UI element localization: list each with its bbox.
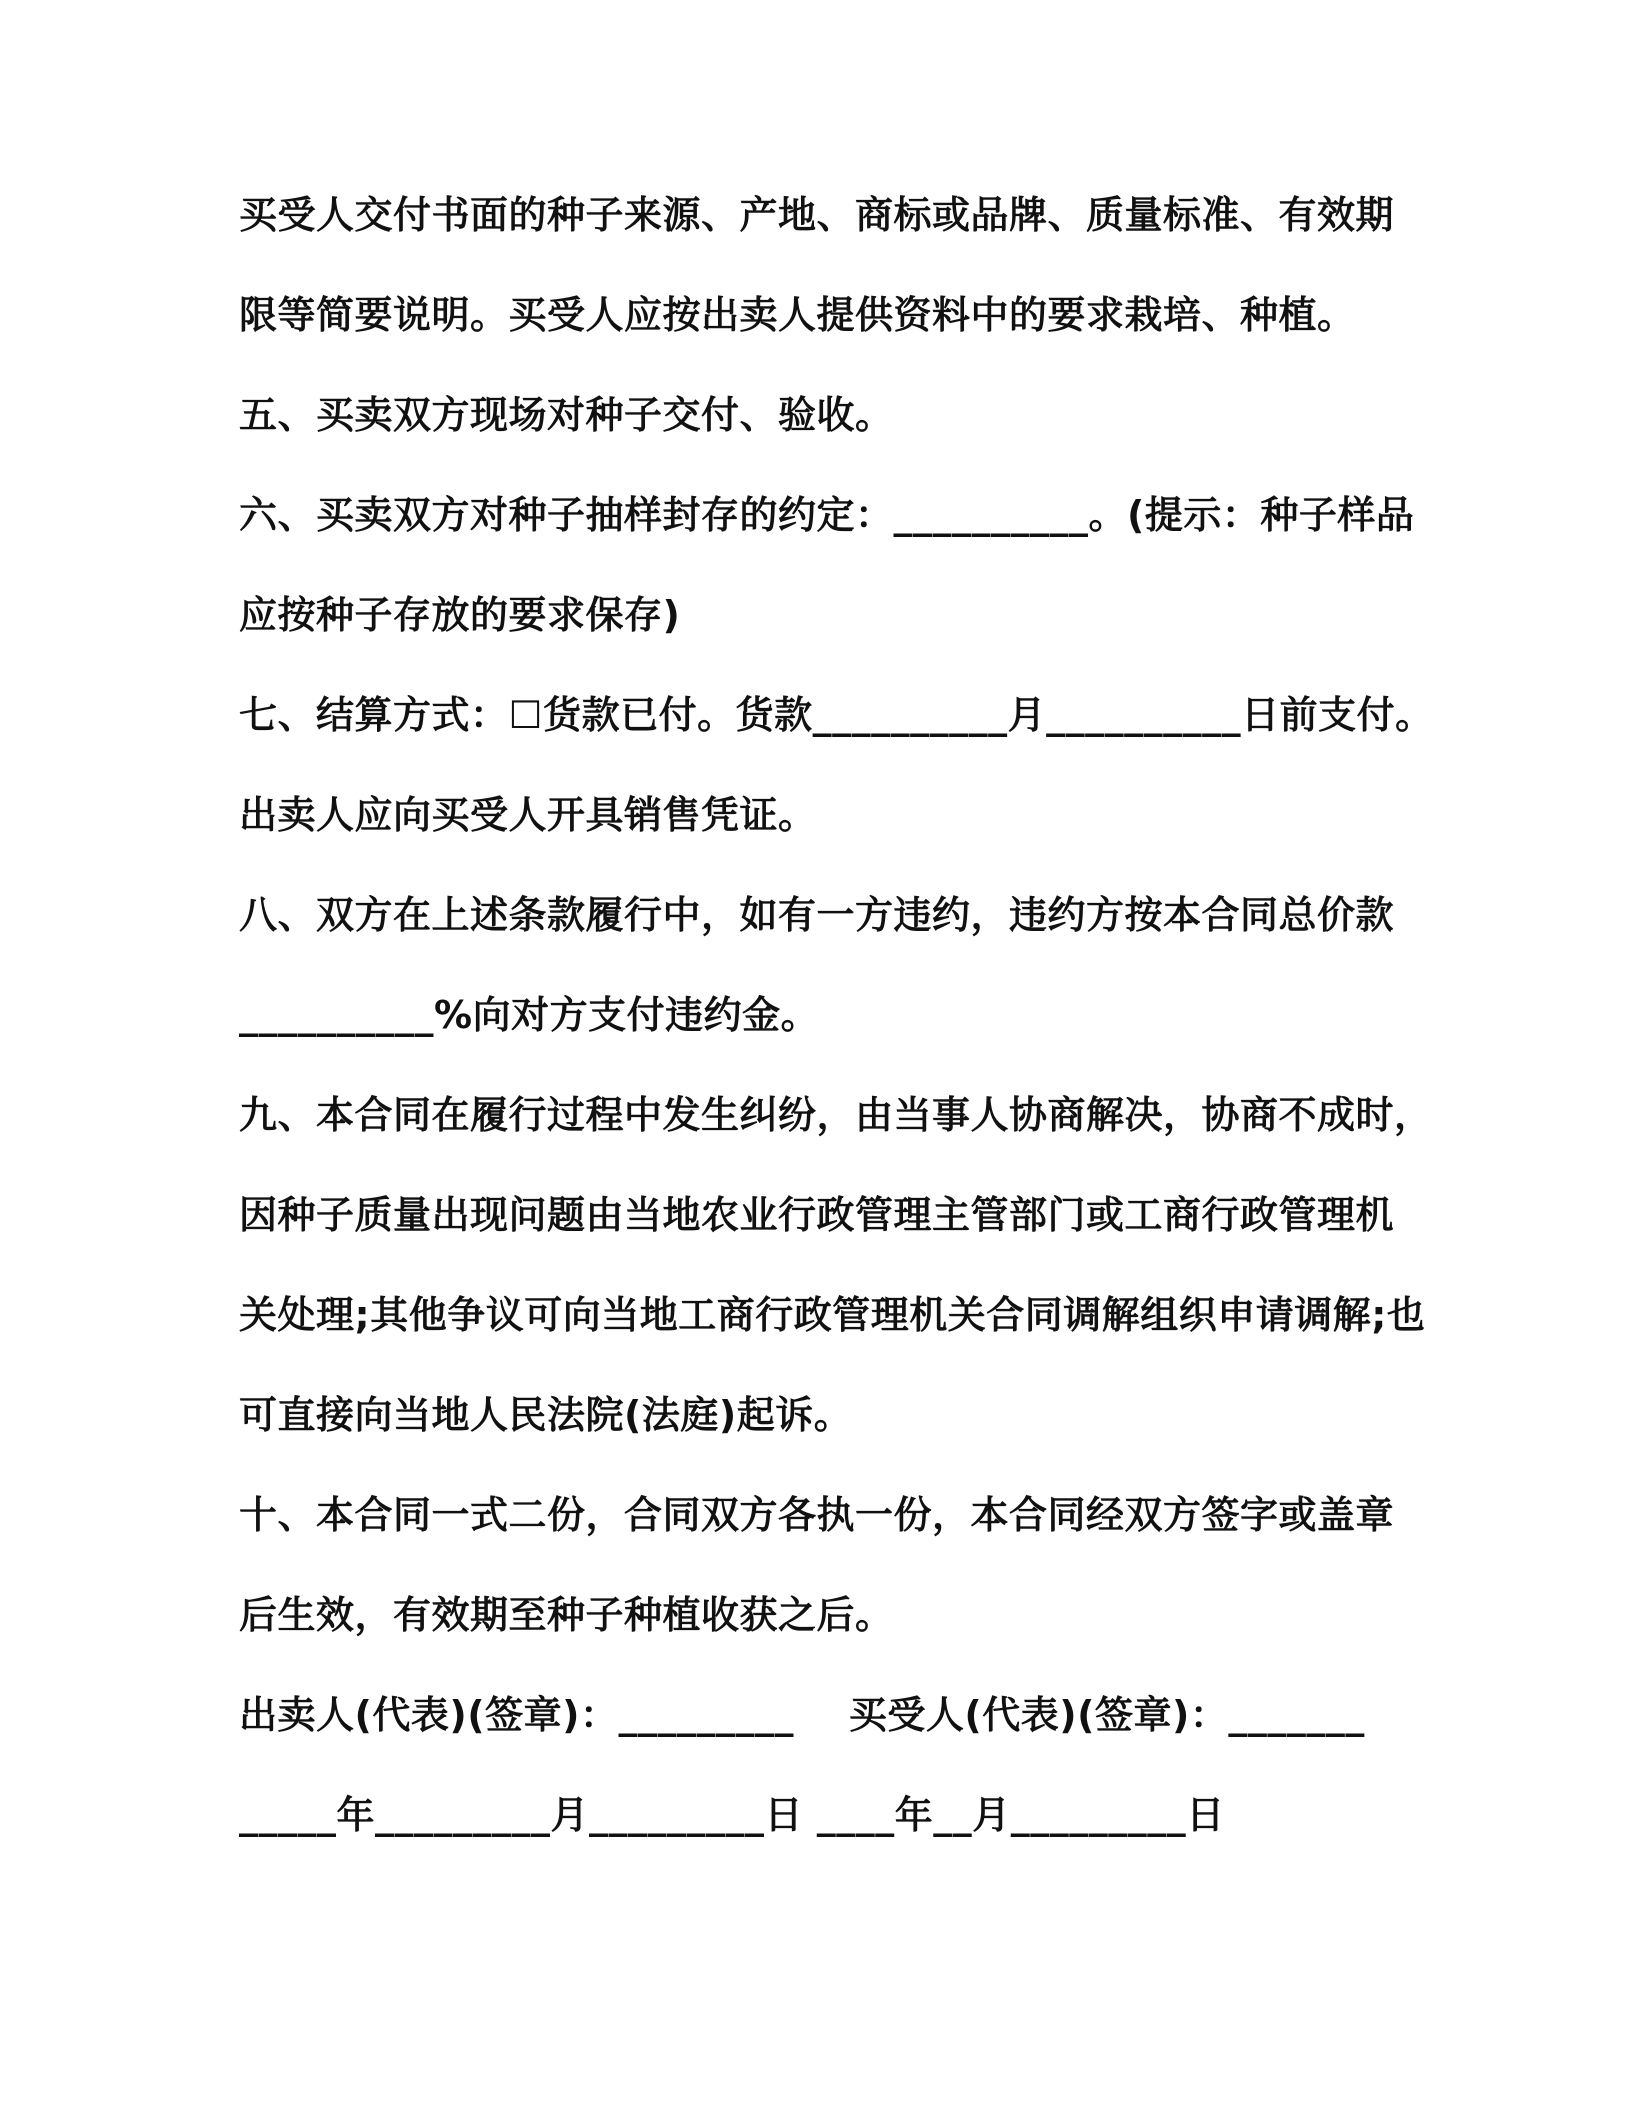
text-line: 限等简要说明。买受人应按出卖人提供资料中的要求栽培、种植。 — [239, 293, 1356, 337]
text-line: 后生效，有效期至种子种植收获之后。 — [239, 1593, 894, 1637]
text-line: 因种子质量出现问题由当地农业行政管理主管部门或工商行政管理机 — [239, 1193, 1395, 1237]
signature-line: 出卖人(代表)(签章)：_________ 买受人(代表)(签章)：_______ — [239, 1693, 1365, 1737]
clause-6: 六、买卖双方对种子抽样封存的约定：__________。(提示：种子样品 — [239, 493, 1415, 537]
text-line: 出卖人应向买受人开具销售凭证。 — [239, 793, 817, 837]
clause-8: 八、双方在上述条款履行中，如有一方违约，违约方按本合同总价款 — [239, 893, 1395, 937]
date-line: _____年_________月_________日 ____年__月_________日 — [239, 1793, 1225, 1837]
text-line: 关处理;其他争议可向当地工商行政管理机关合同调解组织申请调解;也 — [239, 1293, 1426, 1337]
clause-10: 十、本合同一式二份，合同双方各执一份，本合同经双方签字或盖章 — [239, 1493, 1395, 1537]
clause-7: 七、结算方式：☐货款已付。货款__________月__________日前支付。 — [239, 693, 1434, 737]
text-line: 可直接向当地人民法院(法庭)起诉。 — [239, 1393, 853, 1437]
text-line: __________%向对方支付违约金。 — [239, 993, 820, 1037]
text-line: 应按种子存放的要求保存) — [239, 593, 681, 637]
clause-5: 五、买卖双方现场对种子交付、验收。 — [239, 393, 894, 437]
clause-9: 九、本合同在履行过程中发生纠纷，由当事人协商解决，协商不成时， — [239, 1093, 1433, 1137]
text-line: 买受人交付书面的种子来源、产地、商标或品牌、质量标准、有效期 — [239, 193, 1395, 237]
